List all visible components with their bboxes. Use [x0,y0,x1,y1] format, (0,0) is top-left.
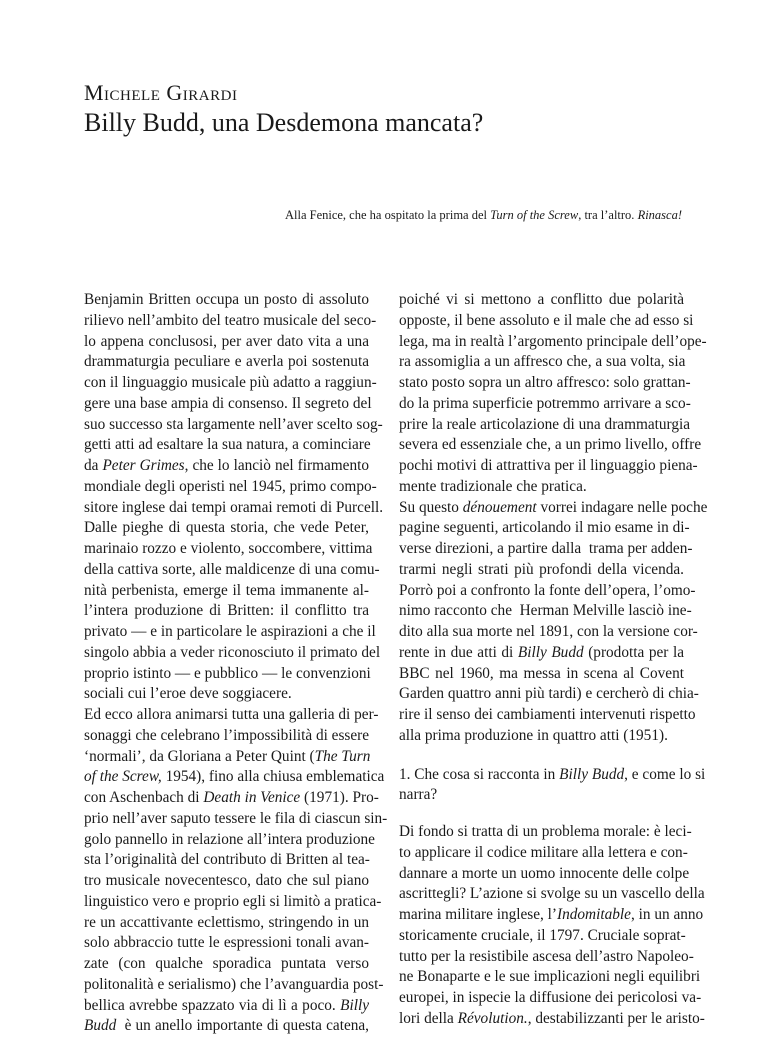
text-line [84,892,382,913]
text-run: ‘normali’, da Gloriana a Peter Quint ( [84,747,315,765]
text-run: , e come lo si [624,765,706,783]
text-run: nimo racconto che Herman Melville lasciò ine- [399,602,692,620]
text-line [84,435,369,456]
text-line [84,581,369,602]
text-run: ascrittegli? L’azione si svolge su un vascello della [399,885,705,903]
text-line [399,843,688,864]
text-line [84,415,383,436]
text-run: lega, ma in realtà l’argomento principale dell’ope- [399,332,707,350]
text-run: ne Bonaparte e le sue implicazioni negli equilibri [399,968,701,986]
text-run: dito alla sua morte nel 1891, con la versione cor- [399,623,698,640]
text-line [399,822,692,843]
text-line [84,456,369,477]
text-run: gere una base ampia di consenso. Il segreto del [84,394,372,412]
text-line [84,830,375,851]
text-line [84,809,388,830]
text-line [84,560,380,581]
text-run: stato posto sopra un altro affresco: solo grattan- [399,374,691,391]
text-line [84,332,369,353]
text-line [399,373,691,394]
text-run: sonaggi che celebrano l’impossibilità di essere [84,726,370,744]
italic-text: of the Screw, [84,768,162,786]
text-run: rire il senso dei cambiamenti intervenuti rispetto [399,706,696,723]
text-line [84,1016,369,1037]
text-run: vorrei indagare nelle poche [536,498,708,516]
text-line [84,747,369,768]
text-run: opposte, il bene assoluto e il male che ad esso si [399,311,694,329]
text-line [84,788,379,809]
text-line [399,539,693,560]
text-line [399,926,684,947]
italic-text: Turn of the Screw [490,208,579,222]
italic-text: Indomitable [557,906,631,923]
text-line [84,622,376,643]
italic-text: Billy Budd [517,643,584,661]
text-run: con Aschenbach di [84,789,204,806]
text-run: tutto per la resistibile ascesa dell’astro Napoleo- [399,947,694,965]
text-run: getti atti ad esaltare la sua natura, a cominciare [84,436,371,454]
text-run: drammaturgia peculiare e averla poi sostenuta [84,353,369,371]
text-line [84,352,369,373]
text-run: Dalle pieghe di questa storia, che vede Peter, [84,519,369,537]
text-line [84,477,377,498]
text-run: bellica avrebbe spazzato via di lì a poco. [84,996,341,1014]
text-run: l’intera produzione di Britten: il conflitto tra [84,602,369,620]
text-line [399,1009,705,1030]
italic-text: Révolution. [457,1009,528,1027]
text-line [84,705,379,726]
text-run: , tra l’altro. [578,208,638,222]
text-run: (prodotta per la [583,643,684,661]
text-run: alla prima produzione in quattro atti (1951). [399,726,668,744]
text-line [84,767,385,788]
text-run: sociali cui l’eroe deve soggiacere. [84,685,292,703]
text-line [399,988,702,1009]
text-line [399,765,706,786]
paragraph [399,498,708,747]
text-line [399,785,684,806]
italic-text: Billy Budd [559,765,625,783]
paragraph [399,290,707,498]
text-run: singolo abbia a veder riconosciuto il primato del [84,643,381,661]
italic-text: dénouement [462,498,537,516]
text-run: Alla Fenice, che ha ospitato la prima del [284,208,491,222]
text-line [399,456,698,477]
text-run: tro musicale novecentesco, dato che sul piano [84,872,369,889]
paragraph [84,290,384,705]
spacer [399,806,684,822]
text-run: Garden quattro anni più tardi) e cercherò di chia- [399,685,699,703]
text-run: prire la reale articolazione di una drammaturgia [399,415,691,433]
spacer [399,747,684,765]
text-line [399,967,701,988]
italic-text: Rinasca! [637,208,682,222]
text-run: nità perbenista, emerge il tema immanente al- [84,581,369,599]
text-line [399,884,705,905]
text-run: poiché vi si mettono a conflitto due polarità [399,291,684,308]
text-line [84,373,377,394]
text-run: verse direzioni, a partire dalla trama per adden- [399,540,693,557]
left-column [84,290,388,1037]
text-run: re un accattivante eclettismo, stringendo in un [84,913,369,931]
text-run: con il linguaggio musicale più adatto a raggiun- [84,374,377,391]
text-run: 1. Che cosa si racconta in [399,765,560,783]
text-run: prio nell’aver saputo tessere le fila di ciascun sin- [84,809,388,827]
text-run: , in un anno [630,906,704,923]
text-run: mondiale degli operisti nel 1945, primo compo- [84,477,377,495]
text-run: Benjamin Britten occupa un posto di assoluto [84,291,369,308]
text-run: pagine seguenti, articolando il mio esame in di- [399,519,690,537]
text-run: marina militare inglese, l’ [399,906,558,923]
text-line [399,905,704,926]
text-run: to applicare il codice militare alla lettera e con- [399,843,688,861]
text-run: pochi motivi di attrattiva per il linguaggio piena- [399,457,698,474]
text-line [399,477,684,498]
italic-text: Death in Venice [203,789,301,806]
text-line [399,643,684,664]
italic-text: Peter Grimes [102,457,185,474]
text-line [84,518,369,539]
text-run: lori della [399,1009,458,1027]
text-run: ra assomiglia a un affresco che, a sua volta, sia [399,353,686,371]
text-run: rilievo nell’ambito del teatro musicale del seco- [84,311,377,329]
text-line [84,601,369,622]
text-line [399,864,690,885]
text-run: 1954), fino alla chiusa emblematica [161,768,385,786]
text-run: , destabilizzanti per le aristo- [527,1009,705,1027]
text-run: Porrò poi a confronto la fonte dell’opera, l’omo- [399,581,696,599]
author-name: Michele Girardi [84,80,238,105]
paragraph [84,705,388,1037]
text-line [399,498,708,519]
text-line [84,498,384,519]
text-run: da [84,457,103,474]
paragraph [399,822,705,1030]
text-run: suo successo sta largamente nell’aver scelto sog- [84,415,383,433]
text-line [84,933,369,954]
text-run: zate (con qualche sporadica puntata verso [84,955,369,972]
text-run: storicamente cruciale, il 1797. Cruciale soprat- [399,926,686,944]
text-run: trarmi negli strati più profondi della vicenda. [399,560,684,578]
text-run: europei, in ispecie la diffusione dei pericolosi va- [399,989,702,1006]
text-run: narra? [399,786,438,804]
text-line [84,394,372,415]
text-run: è un anello importante di questa catena, [116,1017,369,1035]
text-run: privato — e in particolare le aspirazioni a che il [84,623,376,640]
right-column [399,290,708,1030]
italic-text: The Turn [314,747,371,765]
text-run: Di fondo si tratta di un problema morale: è leci- [399,823,692,840]
text-line [84,290,369,311]
italic-text: Budd [84,1017,117,1035]
text-line [399,415,691,436]
text-run: della cattiva sorte, alle maldicenze di una comu- [84,560,380,578]
text-run: severa ed essenziale che, a un primo livello, offre [399,436,702,454]
text-run: solo abbraccio tutte le espressioni tonali avan- [84,934,369,952]
text-run: lo appena conclusosi, per aver dato vita a una [84,332,369,350]
text-run: politonalità e serialismo) che l’avanguardia post- [84,975,384,993]
text-line [84,664,369,685]
text-run: dannare a morte un uomo innocente delle colpe [399,864,690,882]
text-run: , che lo lanciò nel firmamento [184,457,370,474]
text-run: proprio istinto — e pubblico — le convenzioni [84,664,371,682]
text-line [84,913,369,934]
text-line [399,332,707,353]
text-line [84,975,384,996]
text-line [84,726,369,747]
text-line [399,622,698,643]
text-line [84,954,369,975]
text-line [84,311,377,332]
text-line [399,394,691,415]
text-line [399,435,702,456]
text-run: Su questo [399,498,463,516]
text-line [399,290,684,311]
epigraph [285,208,682,223]
text-line [84,539,373,560]
text-line [399,352,684,373]
text-line [84,996,369,1017]
text-line [399,311,694,332]
text-line [399,581,696,602]
text-run: mente tradizionale che pratica. [399,477,587,495]
text-run: sta l’originalità del contributo di Britten al tea- [84,851,370,869]
text-run: sitore inglese dai tempi oramai remoti di Purcell. [84,498,384,516]
text-line [399,726,684,747]
text-line [84,850,369,871]
section-heading [399,765,706,807]
text-line [399,601,692,622]
text-run: Ed ecco allora animarsi tutta una galleria di per- [84,706,379,723]
text-line [84,643,381,664]
text-run: (1971). Pro- [300,789,379,806]
text-line [399,664,684,685]
text-line [399,684,699,705]
text-run: do la prima superficie potremmo arrivare a sco- [399,394,691,412]
text-run: golo pannello in relazione all’intera produzione [84,830,375,848]
text-line [399,947,694,968]
text-line [84,684,369,705]
text-run: rente in due atti di [399,643,518,661]
text-line [84,871,369,892]
article-title: Billy Budd, una Desdemona mancata? [84,108,484,137]
text-line [399,560,684,581]
text-line [399,705,696,726]
text-run: linguistico vero e proprio egli si limitò a pratica- [84,892,382,910]
text-run: marinaio rozzo e violento, soccombere, vittima [84,540,373,557]
italic-text: Billy [340,996,369,1014]
text-line [399,518,690,539]
text-run: BBC nel 1960, ma messa in scena al Covent [399,664,684,682]
